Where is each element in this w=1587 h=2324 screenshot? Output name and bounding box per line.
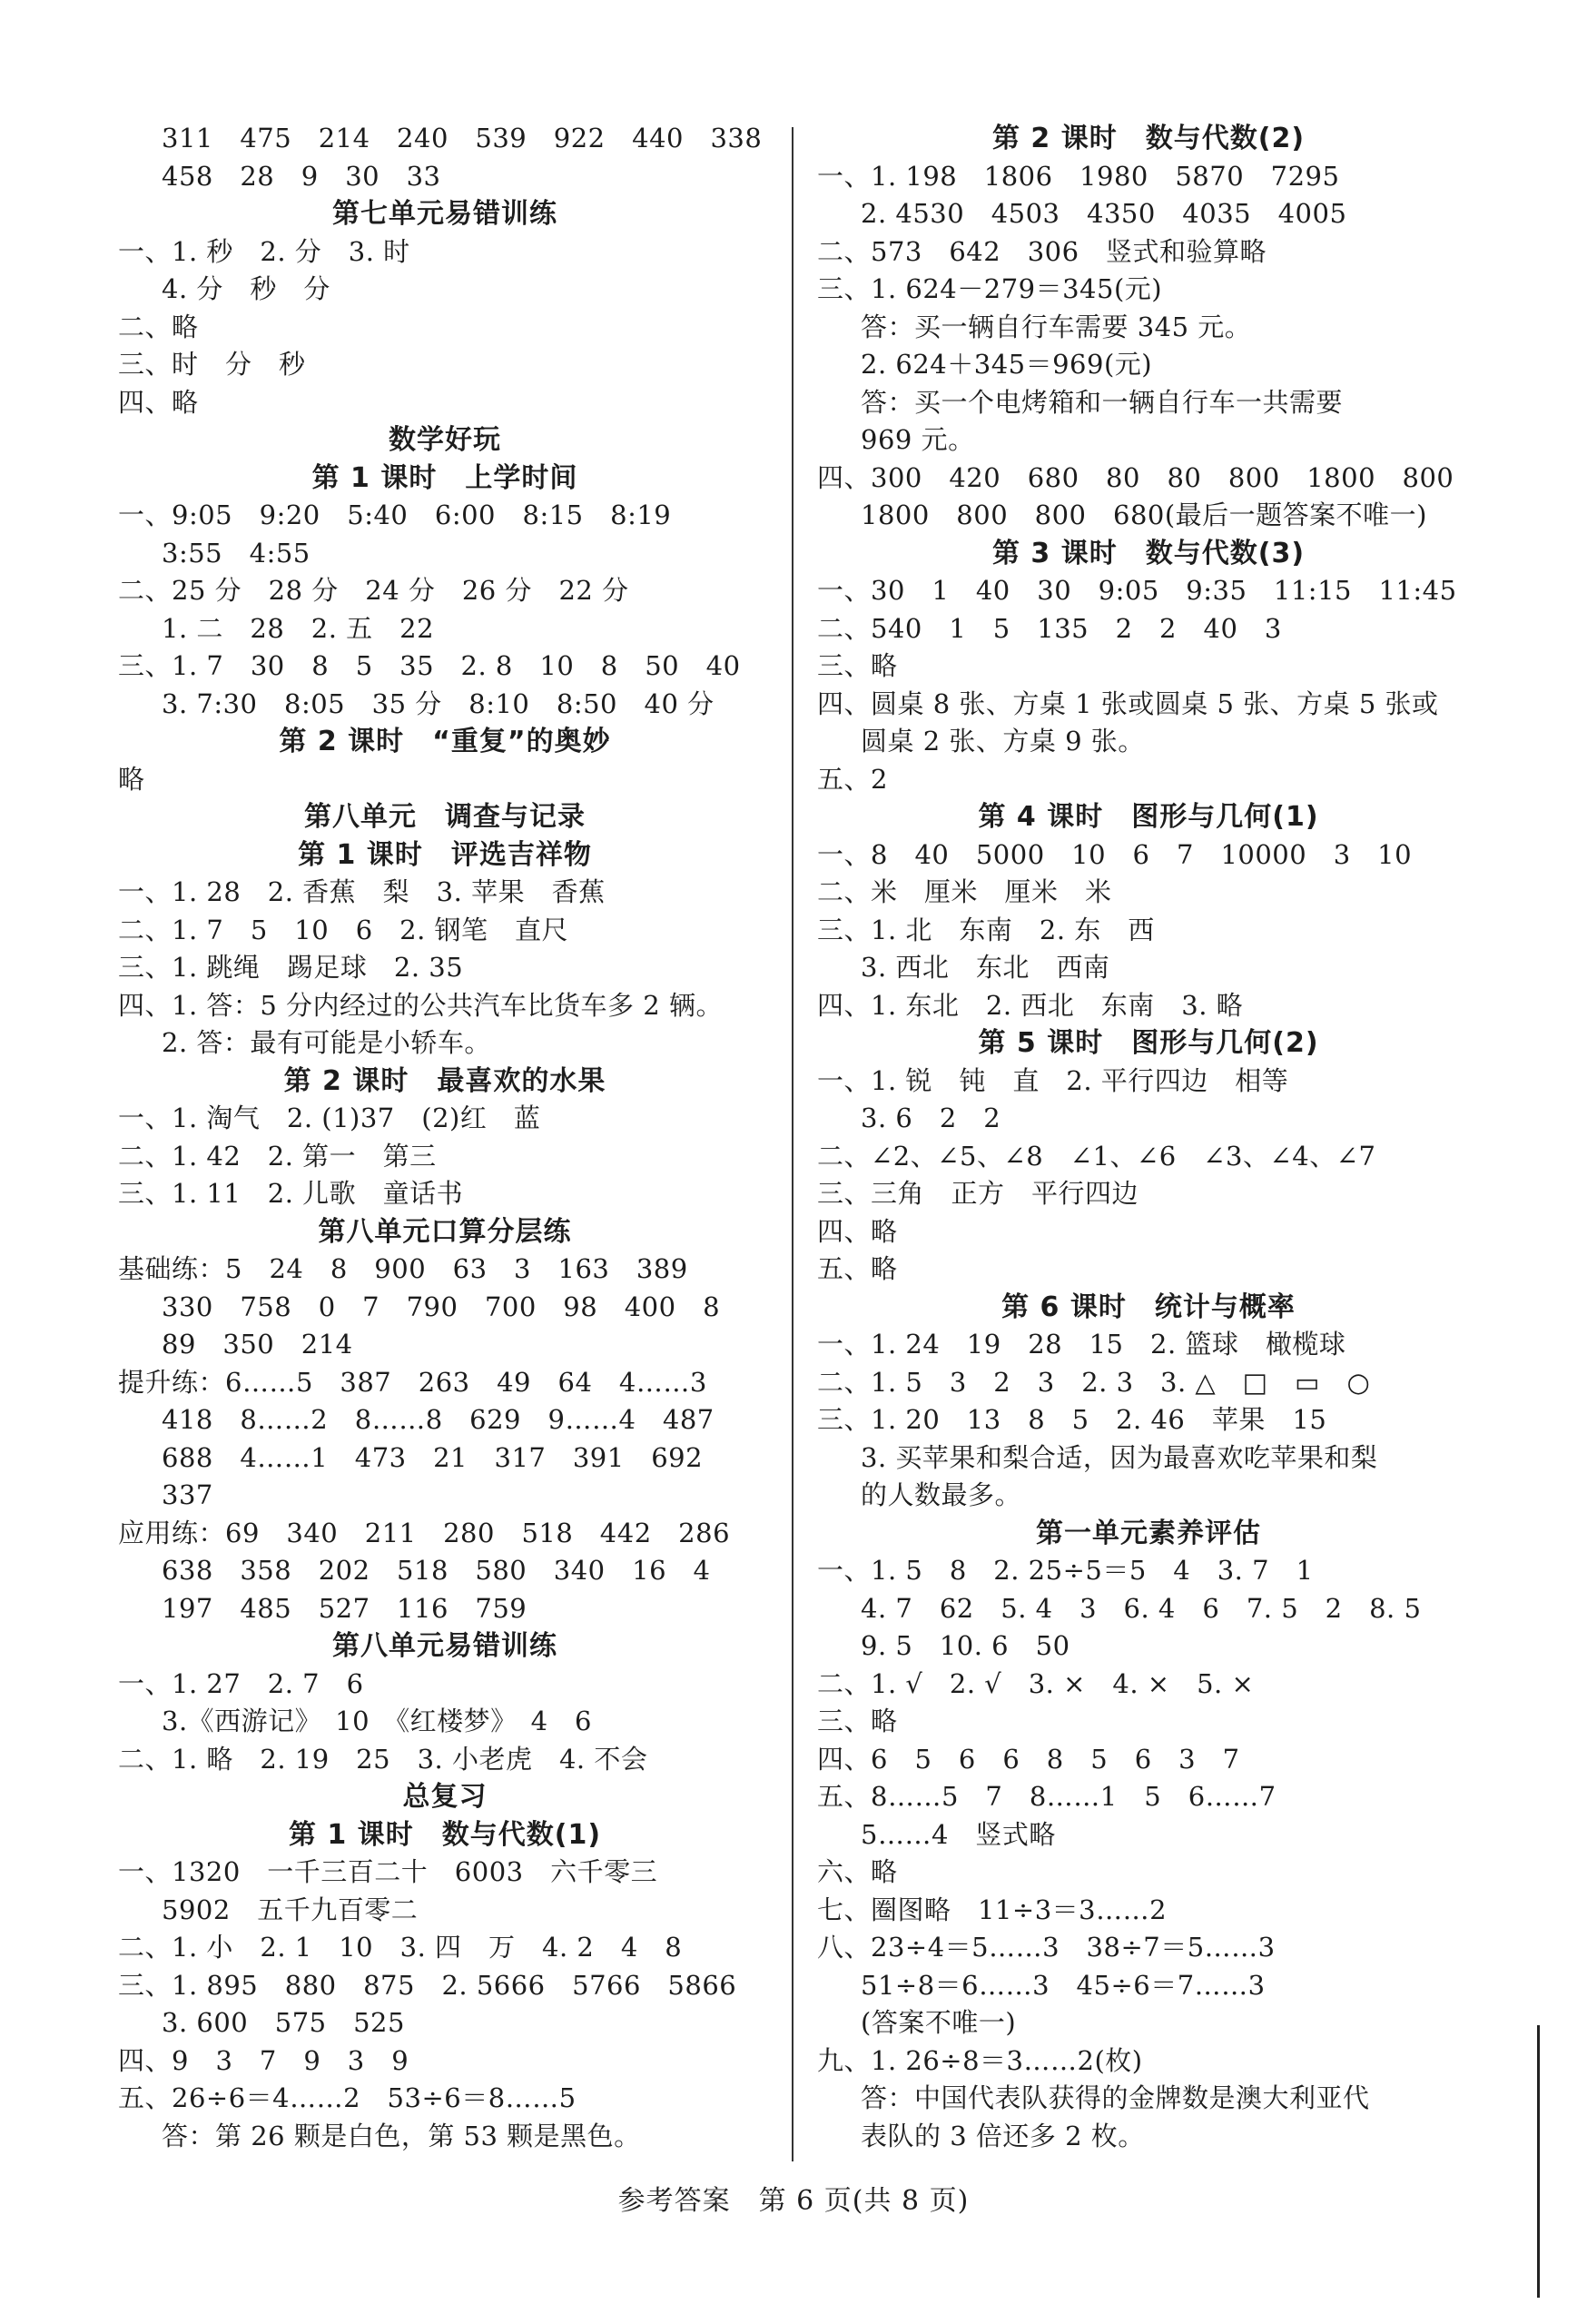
answer-line: 3.《西游记》 10 《红楼梦》 4 6 [162,1706,592,1736]
section-heading: 第 1 课时 评选吉祥物 [298,838,592,871]
answer-line: 基础练：5 24 8 900 63 3 163 389 [118,1253,688,1284]
answer-line: 4. 分 秒 分 [162,273,330,304]
answer-line: 9. 5 10. 6 50 [861,1630,1070,1661]
answer-line: 458 28 9 30 33 [162,160,441,192]
answer-line: 五、2 [817,763,888,795]
answer-line: 1. 二 28 2. 五 22 [162,612,435,644]
answer-line: 答：第 26 颗是白色，第 53 颗是黑色。 [162,2120,641,2151]
section-heading: 第七单元易错训练 [332,198,557,230]
answer-line: 三、略 [817,650,898,681]
answer-line: 4. 7 62 5. 4 3 6. 4 6 7. 5 2 8. 5 [861,1592,1422,1624]
answer-line: 三、三角 正方 平行四边 [817,1178,1139,1209]
answer-line: 51÷8＝6……3 45÷6＝7……3 [861,1969,1266,2001]
column-divider [792,127,794,2161]
answer-line: 答：中国代表队获得的金牌数是澳大利亚代 [861,2082,1370,2113]
answer-line: 2. 624＋345＝969(元) [861,349,1153,380]
answer-line: 表队的 3 倍还多 2 枚。 [861,2120,1145,2151]
section-heading: 第 2 课时 数与代数(2) [991,123,1306,154]
answer-line: 638 358 202 518 580 340 16 4 [162,1555,711,1586]
answer-line: 3. 买苹果和梨合适，因为最喜欢吃苹果和梨 [861,1441,1378,1473]
answer-line: 三、略 [817,1706,898,1736]
answer-line: 四、6 5 6 6 8 5 6 3 7 [817,1743,1240,1775]
answer-line: 2. 4530 4503 4350 4035 4005 [861,198,1347,229]
section-heading: 第八单元 调查与记录 [304,801,586,833]
answer-line: 略 [118,763,145,795]
answer-line: 一、1. 淘气 2. (1)37 (2)红 蓝 [118,1103,541,1133]
answer-line: 四、1. 东北 2. 西北 东南 3. 略 [817,989,1244,1021]
section-heading: 数学好玩 [389,424,501,456]
section-heading: 总复习 [402,1781,488,1813]
answer-line: 一、1. 锐 钝 直 2. 平行四边 相等 [817,1064,1289,1096]
answer-line: 一、1. 秒 2. 分 3. 时 [118,235,410,267]
answer-line: 一、1320 一千三百二十 6003 六千零三 [118,1856,658,1887]
answer-line: 3:55 4:55 [162,537,310,569]
answer-line: 5902 五千九百零二 [162,1894,419,1925]
answer-line: (答案不唯一) [861,2007,1017,2038]
answer-line: 三、1. 跳绳 踢足球 2. 35 [118,952,464,983]
answer-line: 一、8 40 5000 10 6 7 10000 3 10 [817,838,1413,870]
answer-line: 应用练：69 340 211 280 518 442 286 [118,1517,731,1548]
answer-line: 二、25 分 28 分 24 分 26 分 22 分 [118,575,629,606]
section-heading: 第 6 课时 统计与概率 [1001,1291,1296,1323]
answer-line: 的人数最多。 [861,1479,1022,1510]
answer-line: 五、略 [817,1253,898,1284]
answer-line: 四、300 420 680 80 80 800 1800 800 [817,461,1454,493]
left-column [118,120,772,2155]
answer-line: 四、略 [817,1215,898,1247]
answer-line: 二、1. 略 2. 19 25 3. 小老虎 4. 不会 [118,1743,648,1775]
answer-line: 330 758 0 7 790 700 98 400 8 [162,1291,721,1322]
answer-line: 八、23÷4＝5……3 38÷7＝5……3 [817,1932,1276,1963]
answer-line: 二、540 1 5 135 2 2 40 3 [817,612,1282,644]
answer-line: 5……4 竖式略 [861,1818,1056,1850]
answer-line: 3. 西北 东北 西南 [861,952,1110,983]
answer-line: 二、1. 42 2. 第一 第三 [118,1140,437,1172]
answer-line: 提升练：6……5 387 263 49 64 4……3 [118,1366,707,1398]
page-footer: 参考答案 第 6 页(共 8 页) [617,2185,970,2217]
section-heading: 第八单元易错训练 [332,1630,557,1662]
answer-line: 一、1. 27 2. 7 6 [118,1667,364,1699]
answer-line: 圆桌 2 张、方桌 9 张。 [861,726,1145,757]
answer-line: 四、略 [118,386,199,418]
answer-line: 四、9 3 7 9 3 9 [118,2044,409,2076]
answer-line: 二、1. 5 3 2 3 2. 3 3. △ □ ▭ ○ [817,1366,1371,1398]
section-heading: 第 4 课时 图形与几何(1) [978,801,1319,833]
section-heading: 第 1 课时 上学时间 [311,461,578,494]
answer-line: 五、8……5 7 8……1 5 6……7 [817,1781,1276,1812]
answer-line: 二、∠2、∠5、∠8 ∠1、∠6 ∠3、∠4、∠7 [817,1140,1376,1172]
answer-line: 二、1. 小 2. 1 10 3. 四 万 4. 2 4 8 [118,1932,683,1963]
answer-line: 七、圈图略 11÷3＝3……2 [817,1894,1168,1925]
answer-line: 一、30 1 40 30 9:05 9:35 11:15 11:45 [817,575,1457,606]
answer-line: 三、1. 11 2. 儿歌 童话书 [118,1178,464,1209]
answer-line: 一、1. 24 19 28 15 2. 篮球 橄榄球 [817,1329,1346,1360]
answer-line: 二、略 [118,311,199,342]
answer-line: 2. 答：最有可能是小轿车。 [162,1027,491,1058]
section-heading: 第 2 课时 最喜欢的水果 [283,1064,606,1097]
answer-line: 二、1. 7 5 10 6 2. 钢笔 直尺 [118,914,569,945]
answer-line: 一、9:05 9:20 5:40 6:00 8:15 8:19 [118,499,672,530]
section-heading: 第一单元素养评估 [1036,1517,1261,1549]
answer-line: 四、1. 答：5 分内经过的公共汽车比货车多 2 辆。 [118,989,723,1021]
section-heading: 第八单元口算分层练 [318,1215,572,1248]
answer-line: 九、1. 26÷8＝3……2(枚) [817,2044,1143,2076]
answer-line: 1800 800 800 680(最后一题答案不唯一) [861,499,1427,530]
answer-line: 六、略 [817,1856,898,1887]
answer-line: 三、1. 895 880 875 2. 5666 5766 5866 [118,1969,737,2001]
answer-line: 答：买一辆自行车需要 345 元。 [861,311,1252,342]
scan-edge-line [1537,2025,1540,2298]
answer-line: 一、1. 28 2. 香蕉 梨 3. 苹果 香蕉 [118,876,606,907]
answer-line: 3. 7:30 8:05 35 分 8:10 8:50 40 分 [162,687,715,719]
answer-line: 三、1. 7 30 8 5 35 2. 8 10 8 50 40 [118,650,741,681]
answer-line: 答：买一个电烤箱和一辆自行车一共需要 [861,386,1344,418]
answer-line: 一、1. 5 8 2. 25÷5＝5 4 3. 7 1 [817,1555,1314,1586]
answer-line: 三、时 分 秒 [118,349,306,380]
answer-line: 四、圆桌 8 张、方桌 1 张或圆桌 5 张、方桌 5 张或 [817,687,1439,719]
answer-line: 197 485 527 116 759 [162,1592,527,1624]
answer-line: 418 8……2 8……8 629 9……4 487 [162,1404,715,1435]
answer-line: 3. 600 575 525 [162,2007,405,2038]
answer-line: 688 4……1 473 21 317 391 692 [162,1441,704,1473]
answer-line: 3. 6 2 2 [861,1103,1001,1133]
section-heading: 第 3 课时 数与代数(3) [991,537,1306,569]
right-column [817,120,1480,2155]
answer-line: 337 [162,1479,213,1510]
answer-line: 三、1. 624－279＝345(元) [817,273,1163,304]
section-heading: 第 5 课时 图形与几何(2) [978,1027,1319,1059]
answer-line: 311 475 214 240 539 922 440 338 [162,123,763,153]
answer-line: 五、26÷6＝4……2 53÷6＝8……5 [118,2082,577,2113]
answer-line: 89 350 214 [162,1329,353,1360]
answer-line: 三、1. 20 13 8 5 2. 46 苹果 15 [817,1404,1327,1435]
section-heading: 第 1 课时 数与代数(1) [288,1818,602,1851]
answer-line: 三、1. 北 东南 2. 东 西 [817,914,1155,945]
answer-line: 二、573 642 306 竖式和验算略 [817,235,1267,267]
answer-line: 二、1. √ 2. √ 3. × 4. × 5. × [817,1667,1255,1699]
answer-line: 二、米 厘米 厘米 米 [817,876,1112,907]
answer-line: 969 元。 [861,424,975,455]
section-heading: 第 2 课时 “重复”的奥妙 [279,726,611,757]
answer-line: 一、1. 198 1806 1980 5870 7295 [817,160,1340,192]
